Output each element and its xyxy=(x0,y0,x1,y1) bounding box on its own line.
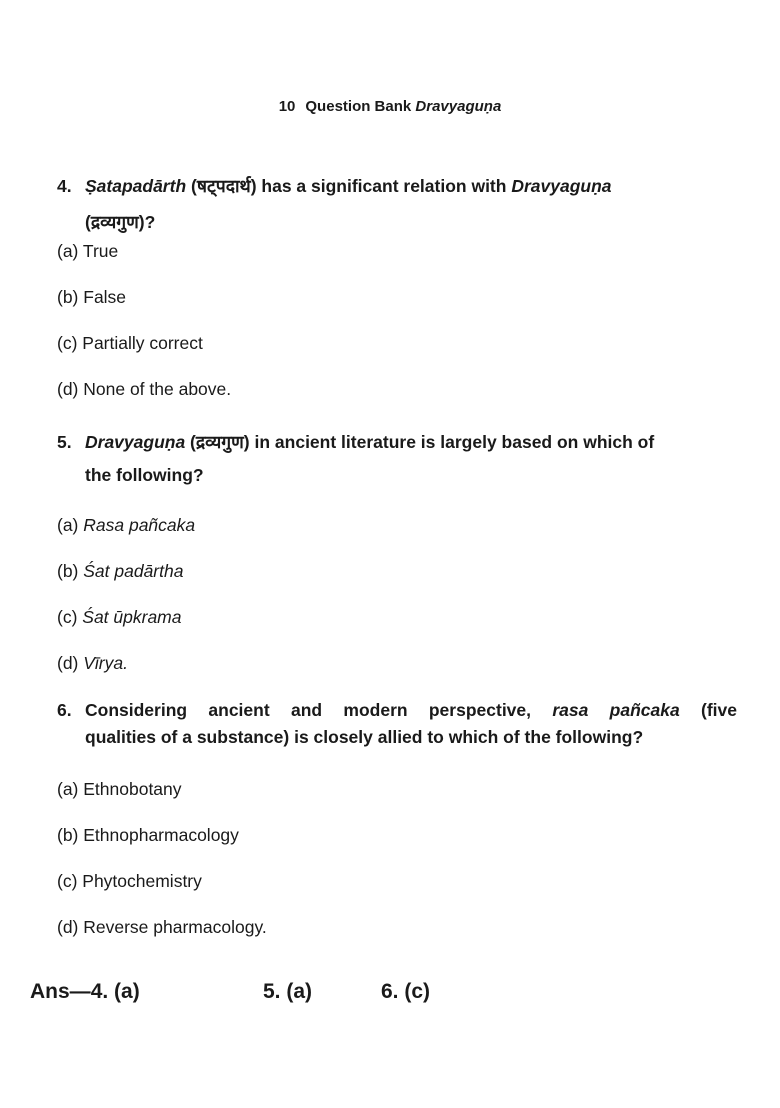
text-segment: (b) xyxy=(57,561,84,581)
question-text-line xyxy=(85,426,737,459)
question-text-line xyxy=(85,204,737,240)
header-title: Question Bank xyxy=(305,98,412,115)
answer-option xyxy=(57,914,267,940)
text-segment: Śat padārtha xyxy=(83,561,184,581)
question-text-line xyxy=(85,459,737,492)
question-6 xyxy=(57,697,737,751)
text-segment: (c) xyxy=(57,607,83,627)
question-number: 5. xyxy=(57,432,72,452)
text-segment: (a) xyxy=(57,515,84,535)
text-segment: (b) Ethnopharmacology xyxy=(57,825,239,845)
question-5 xyxy=(57,426,737,492)
page-number: 10 xyxy=(278,98,296,115)
answer-option xyxy=(57,284,126,310)
answer-option xyxy=(57,238,118,264)
text-segment: (द्रव्यगुण)? xyxy=(85,212,156,232)
answer-option xyxy=(57,868,202,894)
text-segment: (d) Reverse pharmacology. xyxy=(57,917,267,937)
text-segment: Ṣatapadārth xyxy=(85,176,187,196)
answer-option xyxy=(57,822,239,848)
text-segment: Dravyaguṇa xyxy=(511,176,612,196)
text-segment: (द्रव्यगुण) in ancient literature is largely based on which of xyxy=(185,432,655,452)
text-segment: (a) Ethnobotany xyxy=(57,779,182,799)
text-segment: rasa pañcaka xyxy=(552,700,680,720)
text-segment: qualities of a substance) is closely allied to which of the following? xyxy=(85,727,644,747)
answers-prefix: Ans— xyxy=(30,980,91,1003)
text-segment: Rasa pañcaka xyxy=(83,515,196,535)
question-text-line xyxy=(85,724,737,751)
text-segment: (c) Partially correct xyxy=(57,333,203,353)
answer-item: 6. (c) xyxy=(381,980,431,1003)
header-title-italic: Dravyaguṇa xyxy=(415,98,502,115)
answer-option xyxy=(57,376,231,402)
answers-label xyxy=(30,980,140,1004)
text-segment: Dravyaguṇa xyxy=(85,432,186,452)
text-segment: (a) True xyxy=(57,241,119,261)
text-segment: (five xyxy=(679,700,737,720)
text-segment: (b) False xyxy=(57,287,127,307)
text-segment: (d) xyxy=(57,653,84,673)
answer-option xyxy=(57,330,203,356)
text-segment: the following? xyxy=(85,465,204,485)
text-segment: (d) None of the above. xyxy=(57,379,232,399)
answer-option xyxy=(57,512,195,538)
question-number: 4. xyxy=(57,176,72,196)
answer-item: 5. (a) xyxy=(263,980,313,1003)
question-text-line xyxy=(85,697,737,724)
text-segment: Śat ūpkrama xyxy=(82,607,182,627)
question-text-line xyxy=(85,168,737,204)
answer-option xyxy=(57,558,183,584)
answer-option xyxy=(57,776,182,802)
answer-option xyxy=(57,604,182,630)
question-4 xyxy=(57,168,737,240)
answer-option xyxy=(57,650,128,676)
page-header xyxy=(0,98,780,115)
text-segment: Vīrya. xyxy=(83,653,128,673)
answer-item: 4. (a) xyxy=(90,980,140,1003)
text-segment: Considering ancient and modern perspective, xyxy=(85,700,553,720)
question-number: 6. xyxy=(57,700,72,720)
text-segment: (षट्पदार्थ) has a significant relation with xyxy=(186,176,512,196)
text-segment: (c) Phytochemistry xyxy=(57,871,202,891)
